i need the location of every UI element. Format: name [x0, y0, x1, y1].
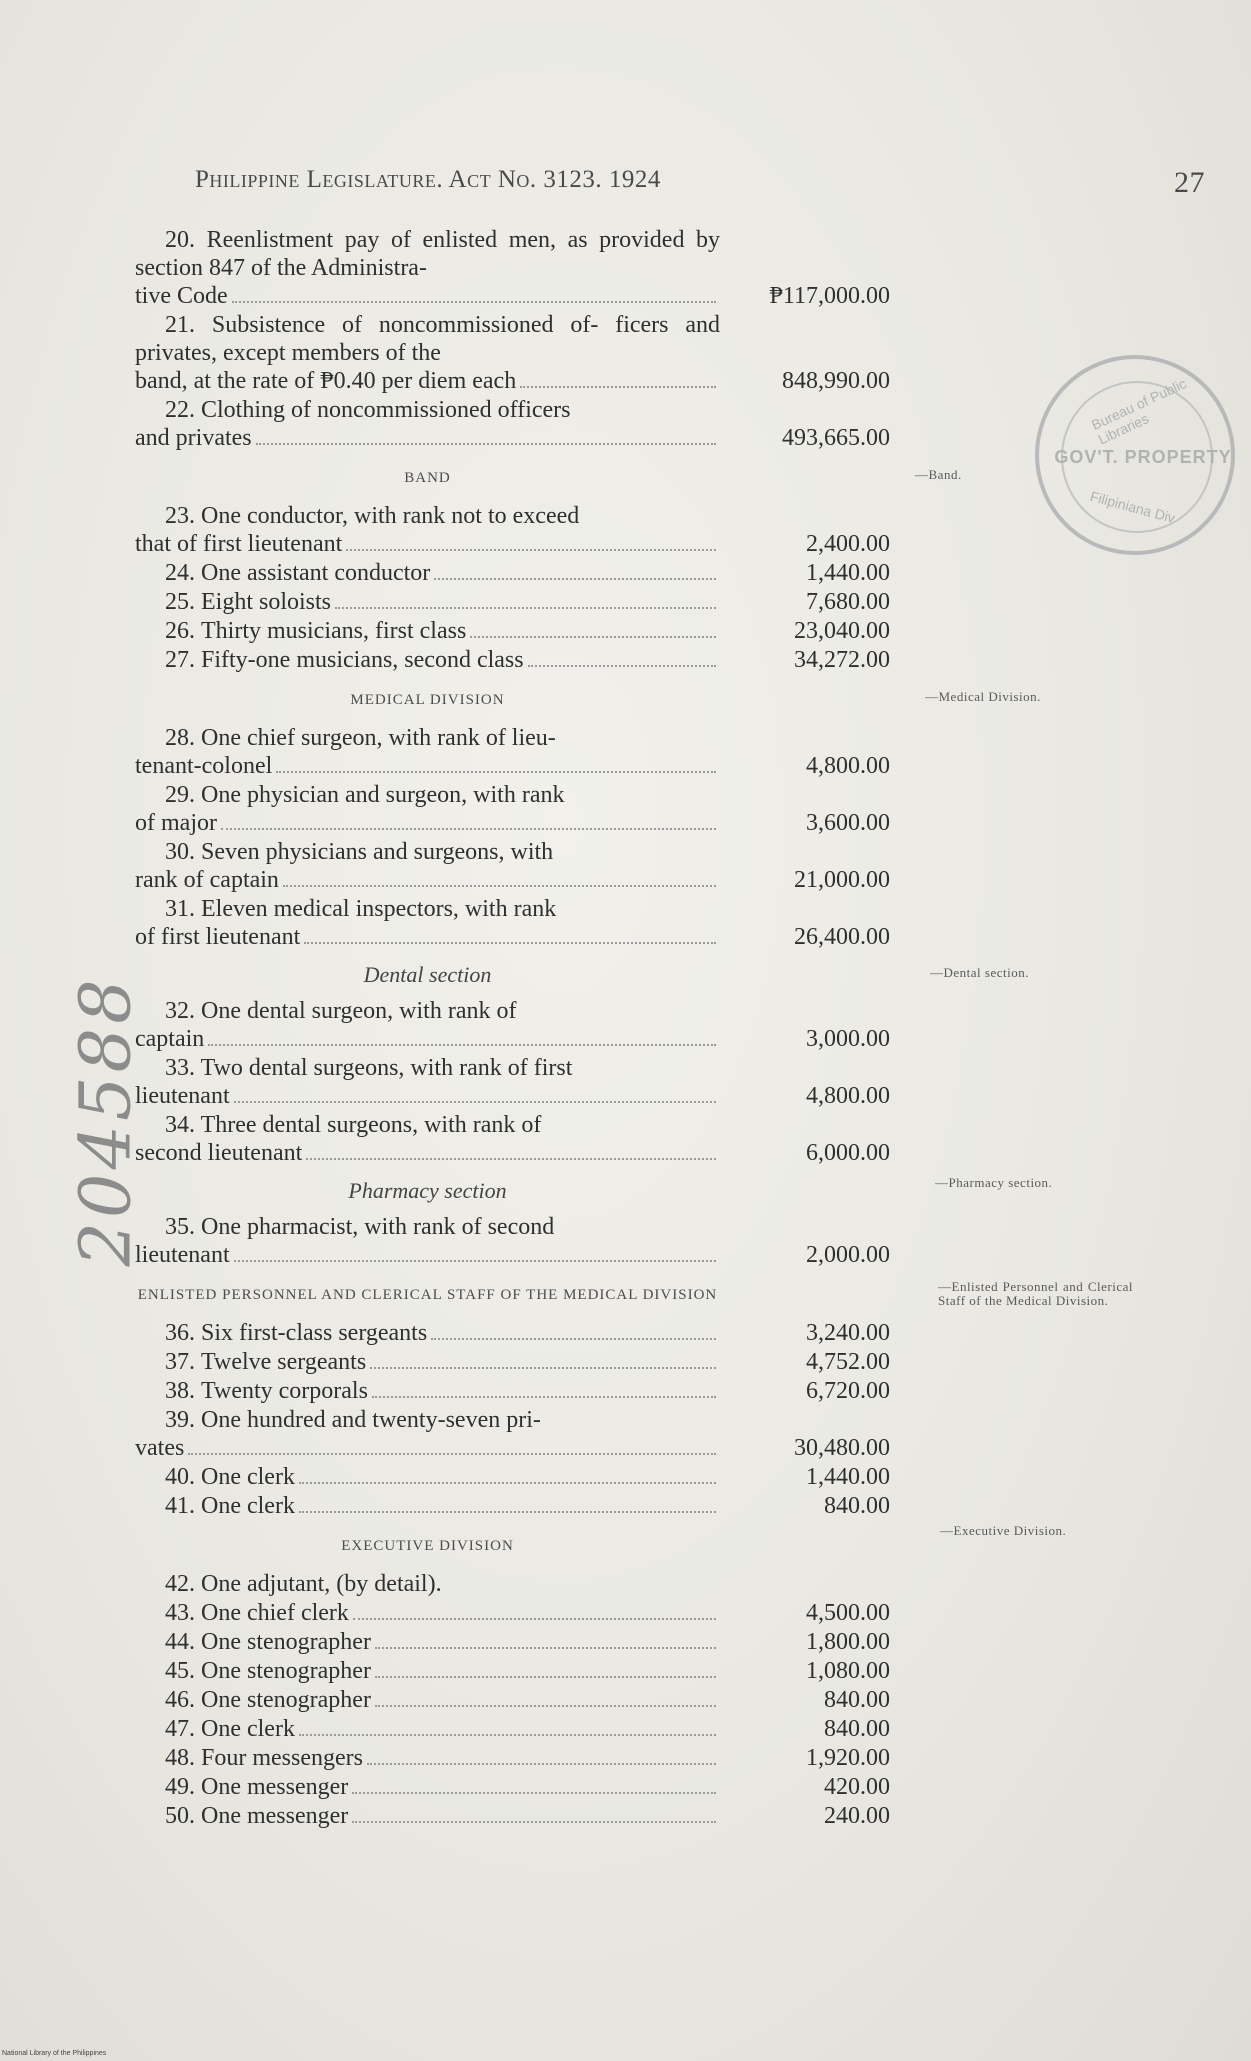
- item-last-line: [135, 1241, 720, 1269]
- item-last-line: [135, 752, 720, 780]
- item-description-end: tive Code: [135, 283, 228, 309]
- dot-leader: [352, 1792, 716, 1794]
- item-text: [135, 838, 720, 866]
- item-description-end: vates: [135, 1435, 185, 1461]
- dot-leader: [335, 607, 716, 609]
- item-last-line: [135, 424, 720, 452]
- item-description: One stenographer: [201, 1658, 371, 1684]
- item-text: [135, 226, 720, 282]
- line-item: [135, 1054, 890, 1110]
- item-description: One chief surgeon, with rank of lieu-: [201, 725, 556, 751]
- item-number: 47.: [165, 1716, 195, 1742]
- item-amount: 2,000.00: [806, 1242, 890, 1268]
- item-number: 42.: [165, 1571, 195, 1597]
- item-number: 46.: [165, 1687, 195, 1713]
- item-description: One adjutant, (by detail).: [201, 1571, 442, 1597]
- page-number: 27: [1174, 166, 1205, 199]
- item-last-line: [135, 809, 720, 837]
- item-number: 29.: [165, 782, 195, 808]
- item-number: 33.: [165, 1055, 195, 1081]
- item-amount: 23,040.00: [794, 618, 890, 644]
- item-number: 31.: [165, 896, 195, 922]
- item-description: Seven physicians and surgeons, with: [201, 839, 554, 865]
- dot-leader: [276, 771, 716, 773]
- item-last-line: [135, 1570, 720, 1598]
- item-number: 38.: [165, 1378, 195, 1404]
- line-item: [135, 588, 890, 616]
- item-description: One hundred and twenty-seven pri-: [201, 1407, 541, 1433]
- dot-leader: [528, 665, 716, 667]
- item-number: 32.: [165, 998, 195, 1024]
- item-description-end: lieutenant: [135, 1083, 230, 1109]
- line-item: [135, 1377, 890, 1405]
- section-heading-executive: EXECUTIVE DIVISION: [341, 1538, 514, 1554]
- line-item: [135, 838, 890, 894]
- item-amount: 4,800.00: [806, 753, 890, 779]
- item-number: 36.: [165, 1320, 195, 1346]
- item-last-line: [135, 866, 720, 894]
- margin-note-executive: —Executive Division.: [940, 1523, 1067, 1538]
- margin-note-pharmacy: —Pharmacy section.: [935, 1175, 1053, 1190]
- dot-leader: [283, 885, 716, 887]
- item-description-end: tenant-colonel: [135, 753, 273, 779]
- item-number: 40.: [165, 1464, 195, 1490]
- line-item: [135, 1213, 890, 1269]
- item-description-end: rank of captain: [135, 867, 279, 893]
- item-number: 43.: [165, 1600, 195, 1626]
- line-item: [135, 997, 890, 1053]
- dot-leader: [221, 828, 716, 830]
- line-item: [135, 396, 890, 452]
- item-number: 35.: [165, 1214, 195, 1240]
- item-amount: 1,920.00: [806, 1745, 890, 1771]
- dot-leader: [232, 301, 716, 303]
- item-amount: 7,680.00: [806, 589, 890, 615]
- scan-footer: National Library of the Philippines: [2, 2050, 107, 2057]
- item-amount: 3,240.00: [806, 1320, 890, 1346]
- item-description: One conductor, with rank not to exceed: [201, 503, 580, 529]
- line-item: [135, 781, 890, 837]
- item-number: 39.: [165, 1407, 195, 1433]
- item-description: Clothing of noncommissioned officers: [201, 397, 571, 423]
- item-amount: 4,800.00: [806, 1083, 890, 1109]
- item-text: [135, 502, 720, 530]
- dot-leader: [256, 443, 716, 445]
- dot-leader: [434, 578, 716, 580]
- item-number: 27.: [165, 647, 195, 673]
- dot-leader: [299, 1511, 716, 1513]
- item-last-line: [135, 1802, 720, 1830]
- item-last-line: [135, 1628, 720, 1656]
- dot-leader: [346, 549, 716, 551]
- item-description: One chief clerk: [201, 1600, 349, 1626]
- dot-leader: [431, 1338, 716, 1340]
- item-description: One clerk: [201, 1493, 295, 1519]
- item-description-end: of first lieutenant: [135, 924, 301, 950]
- dot-leader: [234, 1260, 716, 1262]
- item-text: [135, 1406, 720, 1434]
- item-description: One clerk: [201, 1716, 295, 1742]
- line-item: [135, 1802, 890, 1830]
- item-last-line: [135, 1599, 720, 1627]
- item-number: 25.: [165, 589, 195, 615]
- item-amount: 3,000.00: [806, 1026, 890, 1052]
- item-last-line: [135, 1139, 720, 1167]
- dot-leader: [470, 636, 716, 638]
- item-description-end: captain: [135, 1026, 205, 1052]
- dot-leader: [375, 1705, 716, 1707]
- item-description: One assistant conductor: [201, 560, 431, 586]
- section-heading-medical: MEDICAL DIVISION: [350, 692, 505, 708]
- appropriation-list: [135, 226, 890, 1831]
- item-description: Twenty corporals: [201, 1378, 368, 1404]
- line-item: [135, 1348, 890, 1376]
- item-description-end: of major: [135, 810, 217, 836]
- item-description: Four messengers: [201, 1745, 363, 1771]
- item-amount: 420.00: [824, 1774, 890, 1800]
- stamp-band-text: GOV'T. PROPERTY: [1054, 447, 1232, 467]
- item-number: 34.: [165, 1112, 195, 1138]
- item-description: One dental surgeon, with rank of: [201, 998, 517, 1024]
- section-heading-dental: Dental section: [363, 962, 492, 987]
- stamp-bottom-text: Filipiniana Div: [1088, 487, 1177, 527]
- item-amount: 34,272.00: [794, 647, 890, 673]
- item-last-line: [135, 1319, 720, 1347]
- item-last-line: [135, 530, 720, 558]
- item-description-end: that of first lieutenant: [135, 531, 343, 557]
- item-amount: 493,665.00: [782, 425, 890, 451]
- item-amount: 840.00: [824, 1687, 890, 1713]
- item-description-end: band, at the rate of ₱0.40 per diem each: [135, 368, 517, 394]
- item-last-line: [135, 1463, 720, 1491]
- margin-note-dental: —Dental section.: [930, 965, 1029, 980]
- item-description: One stenographer: [201, 1687, 371, 1713]
- item-description: Twelve sergeants: [201, 1349, 367, 1375]
- line-item: [135, 1628, 890, 1656]
- stamp-top-text: Bureau of Public Libraries: [1088, 375, 1189, 448]
- page-header: [195, 166, 1205, 206]
- dot-leader: [234, 1101, 716, 1103]
- item-number: 21.: [165, 312, 195, 338]
- item-last-line: [135, 617, 720, 645]
- line-item: [135, 311, 890, 395]
- item-last-line: [135, 1082, 720, 1110]
- item-amount: 30,480.00: [794, 1435, 890, 1461]
- item-last-line: [135, 282, 720, 310]
- item-amount: 26,400.00: [794, 924, 890, 950]
- item-amount: 848,990.00: [782, 368, 890, 394]
- item-amount: 240.00: [824, 1803, 890, 1829]
- line-item: [135, 559, 890, 587]
- item-number: 49.: [165, 1774, 195, 1800]
- item-description: Three dental surgeons, with rank of: [200, 1112, 542, 1138]
- item-number: 45.: [165, 1658, 195, 1684]
- dot-leader: [299, 1482, 716, 1484]
- dot-leader: [370, 1367, 716, 1369]
- margin-note-band: —Band.: [915, 467, 962, 482]
- item-number: 48.: [165, 1745, 195, 1771]
- item-description: Reenlistment pay of enlisted men, as provided by section 847 of the Administra-: [135, 227, 721, 281]
- line-item: [135, 1657, 890, 1685]
- item-text: [135, 311, 720, 367]
- dot-leader: [208, 1044, 716, 1046]
- item-number: 44.: [165, 1629, 195, 1655]
- item-description: Eight soloists: [201, 589, 332, 615]
- item-last-line: [135, 559, 720, 587]
- line-item: [135, 1111, 890, 1167]
- item-last-line: [135, 367, 720, 395]
- item-text: [135, 895, 720, 923]
- item-description: One messenger: [201, 1803, 349, 1829]
- item-amount: 4,500.00: [806, 1600, 890, 1626]
- dot-leader: [353, 1618, 716, 1620]
- item-amount: 21,000.00: [794, 867, 890, 893]
- line-item: [135, 1406, 890, 1462]
- dot-leader: [372, 1396, 716, 1398]
- dot-leader: [299, 1734, 716, 1736]
- margin-note-medical: —Medical Division.: [925, 689, 1041, 704]
- line-item: [135, 226, 890, 310]
- item-last-line: [135, 1657, 720, 1685]
- line-item: [135, 1744, 890, 1772]
- item-amount: 2,400.00: [806, 531, 890, 557]
- item-amount: ₱117,000.00: [769, 283, 890, 309]
- item-last-line: [135, 646, 720, 674]
- item-last-line: [135, 923, 720, 951]
- item-amount: 1,440.00: [806, 560, 890, 586]
- line-item: [135, 1319, 890, 1347]
- dot-leader: [304, 942, 716, 944]
- item-description: Thirty musicians, first class: [201, 618, 467, 644]
- line-item: [135, 646, 890, 674]
- item-number: 37.: [165, 1349, 195, 1375]
- item-last-line: [135, 1348, 720, 1376]
- item-amount: 4,752.00: [806, 1349, 890, 1375]
- dot-leader: [375, 1676, 716, 1678]
- item-description-end: second lieutenant: [135, 1140, 303, 1166]
- item-text: [135, 724, 720, 752]
- section-heading-enlisted: ENLISTED PERSONNEL AND CLERICAL STAFF OF THE MEDICAL DIVISION: [137, 1287, 718, 1303]
- item-last-line: [135, 1686, 720, 1714]
- item-amount: 6,000.00: [806, 1140, 890, 1166]
- running-title: Philippine Legislature. Act No. 3123. 1924: [195, 166, 661, 193]
- line-item: [135, 1599, 890, 1627]
- section-heading-band: BAND: [404, 470, 451, 486]
- handwritten-accession-number: 204588: [64, 975, 147, 1267]
- item-text: [135, 1054, 720, 1082]
- item-description: Subsistence of noncommissioned of- ficers and privates, except members of the: [135, 312, 721, 366]
- item-last-line: [135, 1744, 720, 1772]
- section-heading-pharmacy: Pharmacy section: [348, 1178, 507, 1203]
- item-amount: 1,440.00: [806, 1464, 890, 1490]
- item-description: Two dental surgeons, with rank of first: [200, 1055, 573, 1081]
- item-number: 23.: [165, 503, 195, 529]
- item-description: One clerk: [201, 1464, 295, 1490]
- library-stamp: [1035, 355, 1235, 555]
- item-description: One physician and surgeon, with rank: [201, 782, 565, 808]
- line-item: [135, 1686, 890, 1714]
- line-item: [135, 1715, 890, 1743]
- item-description: Fifty-one musicians, second class: [201, 647, 524, 673]
- line-item: [135, 1570, 750, 1598]
- item-last-line: [135, 1377, 720, 1405]
- item-amount: 1,800.00: [806, 1629, 890, 1655]
- item-amount: 1,080.00: [806, 1658, 890, 1684]
- line-item: [135, 895, 890, 951]
- item-description: One stenographer: [201, 1629, 371, 1655]
- item-number: 26.: [165, 618, 195, 644]
- line-item: [135, 1492, 890, 1520]
- margin-note-enlisted: —Enlisted Personnel and Clerical Staff of the Medical Division.: [938, 1279, 1133, 1308]
- item-description: Eleven medical inspectors, with rank: [201, 896, 557, 922]
- item-amount: 6,720.00: [806, 1378, 890, 1404]
- item-amount: 840.00: [824, 1493, 890, 1519]
- item-number: 24.: [165, 560, 195, 586]
- item-description: One messenger: [201, 1774, 349, 1800]
- item-last-line: [135, 588, 720, 616]
- item-number: 41.: [165, 1493, 195, 1519]
- item-last-line: [135, 1025, 720, 1053]
- line-item: [135, 724, 890, 780]
- dot-leader: [188, 1453, 716, 1455]
- item-last-line: [135, 1492, 720, 1520]
- line-item: [135, 502, 890, 558]
- item-amount: 840.00: [824, 1716, 890, 1742]
- item-last-line: [135, 1434, 720, 1462]
- line-item: [135, 1773, 890, 1801]
- item-text: [135, 1213, 720, 1241]
- line-item: [135, 1463, 890, 1491]
- item-number: 50.: [165, 1803, 195, 1829]
- item-text: [135, 997, 720, 1025]
- item-text: [135, 396, 720, 424]
- item-description-end: and privates: [135, 425, 252, 451]
- item-amount: 3,600.00: [806, 810, 890, 836]
- dot-leader: [520, 386, 716, 388]
- item-number: 20.: [165, 227, 195, 253]
- dot-leader: [375, 1647, 716, 1649]
- item-number: 30.: [165, 839, 195, 865]
- line-item: [135, 617, 890, 645]
- item-number: 28.: [165, 725, 195, 751]
- item-last-line: [135, 1773, 720, 1801]
- item-number: 22.: [165, 397, 195, 423]
- item-text: [135, 781, 720, 809]
- item-last-line: [135, 1715, 720, 1743]
- item-text: [135, 1111, 720, 1139]
- item-description: Six first-class sergeants: [201, 1320, 428, 1346]
- dot-leader: [306, 1158, 716, 1160]
- dot-leader: [367, 1763, 716, 1765]
- item-description: One pharmacist, with rank of second: [201, 1214, 555, 1240]
- dot-leader: [352, 1821, 716, 1823]
- item-description-end: lieutenant: [135, 1242, 230, 1268]
